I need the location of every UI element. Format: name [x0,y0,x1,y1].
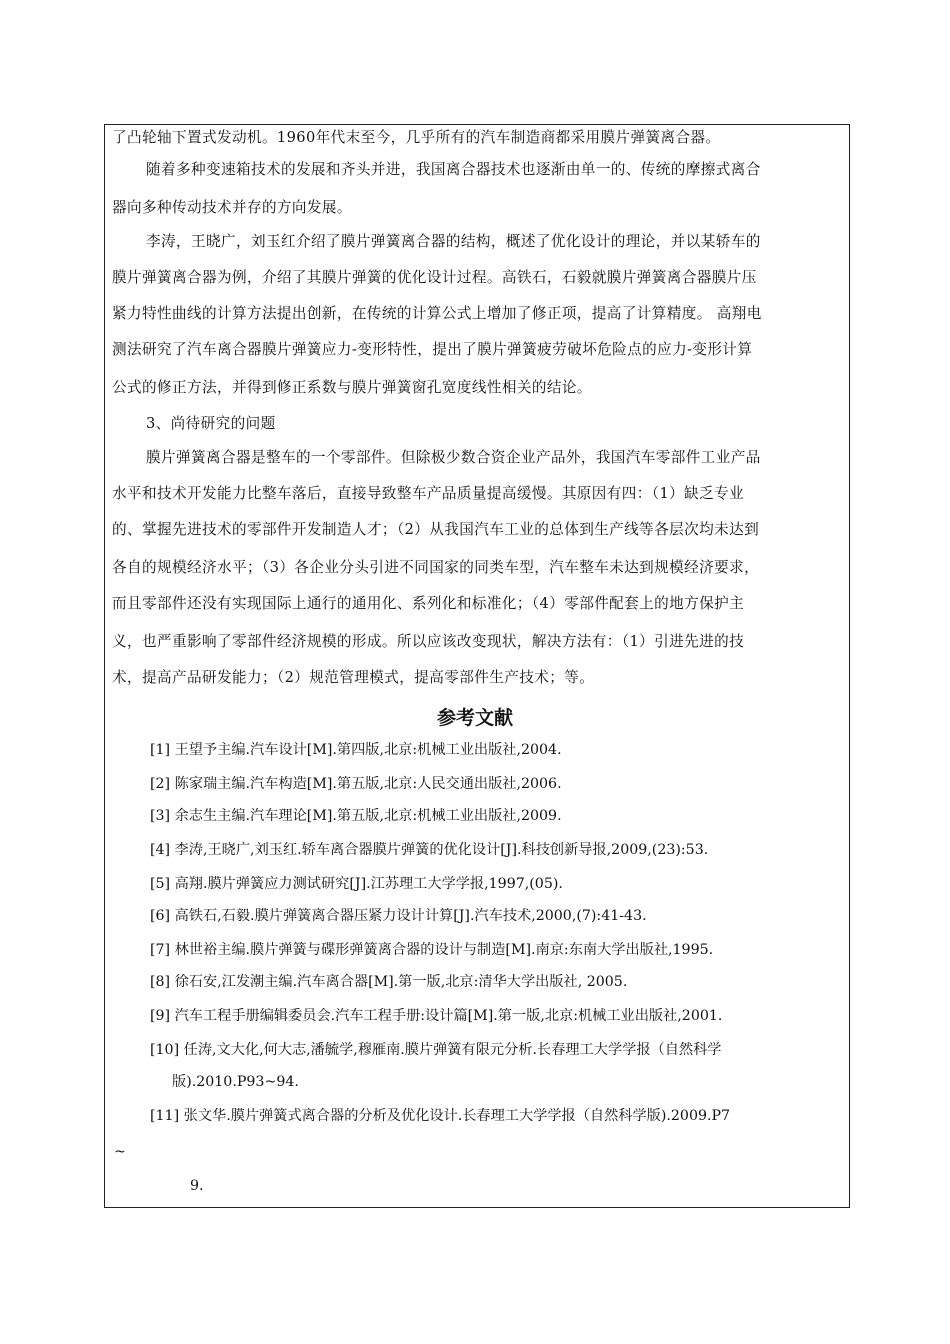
text-line: 各自的规模经济水平；（3）各企业分头引进不同国家的同类车型，汽车整车未达到规模经济要求， [112,559,760,576]
references-title: 参考文献 [436,707,513,729]
reference-item: [5] 高翔.膜片弹簧应力测试研究[J].江苏理工大学学报,1997,(05). [150,876,563,892]
reference-item: [11] 张文华.膜片弹簧式离合器的分析及优化设计.长春理工大学学报（自然科学版).2009.P7 [150,1108,731,1124]
text-line: 义，也严重影响了零部件经济规模的形成。所以应该改变现状，解决方法有：（1）引进先进的技 [112,633,745,650]
reference-item-continuation: ~ [114,1144,126,1160]
text-line: 器向多种传动技术并存的方向发展。 [112,199,352,216]
text-line: 李涛，王晓广，刘玉红介绍了膜片弹簧离合器的结构，概述了优化设计的理论，并以某轿车的 [146,233,761,250]
text-line: 了凸轮轴下置式发动机。1960年代末至今，几乎所有的汽车制造商都采用膜片弹簧离合器。 [112,129,721,146]
text-line: 随着多种变速箱技术的发展和齐头并进，我国离合器技术也逐渐由单一的、传统的摩擦式离合 [146,161,761,178]
reference-item-continuation: 9. [190,1178,204,1194]
text-line: 公式的修正方法，并得到修正系数与膜片弹簧窗孔宽度线性相关的结论。 [112,379,592,396]
reference-item: [1] 王望予主编.汽车设计[M].第四版,北京:机械工业出版社,2004. [150,742,562,758]
text-line: 水平和技术开发能力比整车落后，直接导致整车产品质量提高缓慢。其原因有四：（1）缺乏专业 [112,485,745,502]
text-line: 的、掌握先进技术的零部件开发制造人才；（2）从我国汽车工业的总体到生产线等各层次均未达到 [112,521,760,538]
text-line: 膜片弹簧离合器是整车的一个零部件。但除极少数合资企业产品外，我国汽车零部件工业产品 [146,449,761,466]
text-line: 术，提高产品研发能力；（2）规范管理模式，提高零部件生产技术；等。 [112,669,595,686]
reference-item: [8] 徐石安,江发潮主编.汽车离合器[M].第一版,北京:清华大学出版社, 2005. [150,974,628,990]
text-line: 3、尚待研究的问题 [146,415,276,432]
reference-item: [9] 汽车工程手册编辑委员会.汽车工程手册:设计篇[M].第一版,北京:机械工业出版社,2001. [150,1008,723,1024]
reference-item: [3] 余志生主编.汽车理论[M].第五版,北京:机械工业出版社,2009. [150,808,562,824]
text-line: 测法研究了汽车离合器膜片弹簧应力-变形特性，提出了膜片弹簧疲劳破坏危险点的应力-变形计算 [112,341,753,358]
reference-item-continuation: 版).2010.P93~94. [172,1074,299,1090]
text-line: 紧力特性曲线的计算方法提出创新，在传统的计算公式上增加了修正项，提高了计算精度。 高翔电 [112,305,762,322]
reference-item: [10] 任涛,文大化,何大志,潘毓学,穆雁南.膜片弹簧有限元分析.长春理工大学学报（自然科学 [150,1042,722,1058]
reference-item: [4] 李涛,王晓广,刘玉红.轿车离合器膜片弹簧的优化设计[J].科技创新导报,2009,(23):53. [150,842,709,858]
reference-item: [7] 林世裕主编.膜片弹簧与碟形弹簧离合器的设计与制造[M].南京:东南大学出版社,1995. [150,942,714,958]
reference-item: [6] 高铁石,石毅.膜片弹簧离合器压紧力设计计算[J].汽车技术,2000,(7):41-43. [150,908,647,924]
text-line: 膜片弹簧离合器为例，介绍了其膜片弹簧的优化设计过程。高铁石，石毅就膜片弹簧离合器膜片压 [112,269,757,286]
reference-item: [2] 陈家瑞主编.汽车构造[M].第五版,北京:人民交通出版社,2006. [150,776,562,792]
text-line: 而且零部件还没有实现国际上通行的通用化、系列化和标准化；（4）零部件配套上的地方保护主 [112,595,745,612]
